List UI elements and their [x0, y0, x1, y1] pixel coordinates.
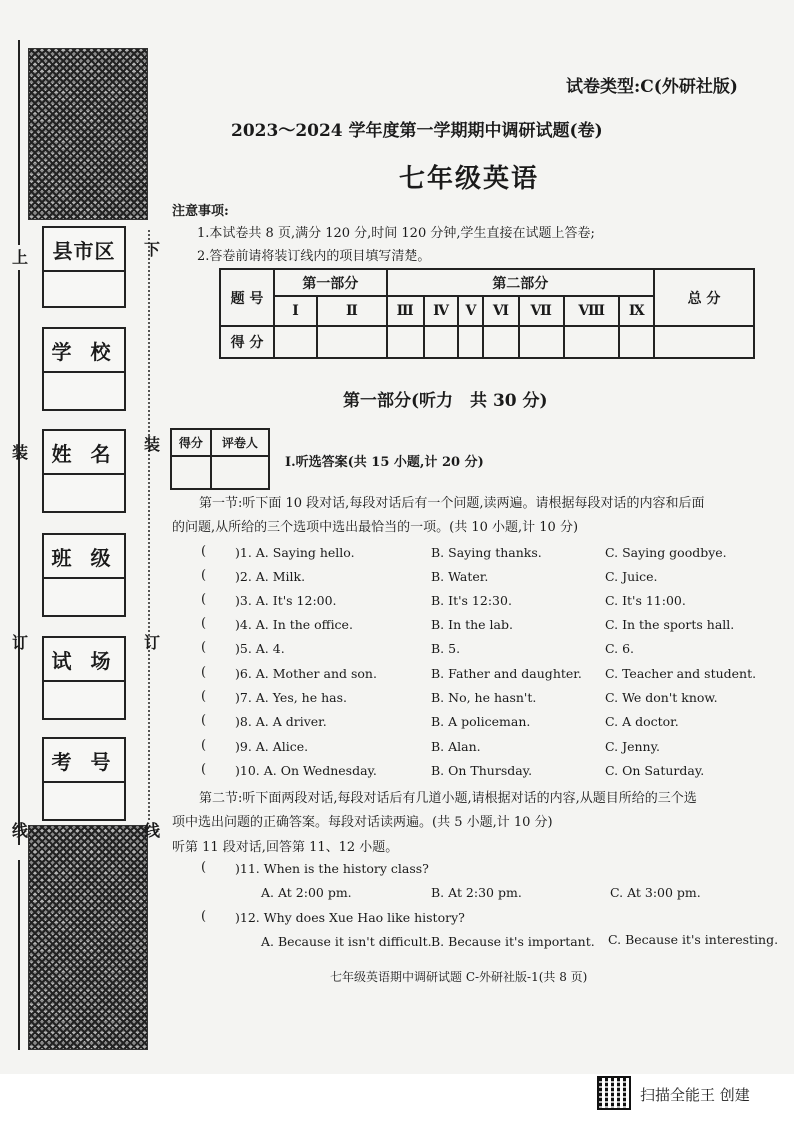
option-c: C. Saying goodbye.: [605, 545, 727, 560]
section2-intro: 第二节:听下面两段对话,每段对话后有几道小题,请根据对话的内容,从题目所给的三个选: [199, 791, 697, 806]
option-c: C. Juice.: [605, 569, 658, 584]
qr-code-icon: [597, 1076, 631, 1110]
option-b: B. At 2:30 pm.: [431, 885, 522, 900]
option-b: B. 5.: [431, 641, 461, 656]
school-field[interactable]: [42, 327, 126, 411]
part1-header: 第一部分: [274, 269, 387, 296]
answer-blank[interactable]: (: [201, 713, 207, 728]
binding-char-ding: 订: [144, 633, 161, 652]
option-b: B. Alan.: [431, 739, 481, 754]
roman-3: Ⅲ: [387, 296, 424, 326]
option-b: B. Because it's important.: [431, 934, 595, 949]
total-header: 总 分: [654, 269, 754, 326]
option-c: C. At 3:00 pm.: [610, 885, 701, 900]
roman-6: Ⅵ: [483, 296, 518, 326]
section2-intro: 项中选出问题的正确答案。每段对话读两遍。(共 5 小题,计 10 分): [172, 815, 553, 830]
option-b: B. Father and daughter.: [431, 666, 582, 681]
option-a: A. Because it isn't difficult.: [261, 934, 432, 949]
roman-1: Ⅰ: [274, 296, 317, 326]
field-label: 试 场: [44, 638, 124, 682]
part1-title: 第一部分(听力 共 30 分): [343, 391, 548, 411]
option-a: )4. A. In the office.: [235, 617, 353, 632]
section1-intro: 的问题,从所给的三个选项中选出最恰当的一项。(共 10 小题,计 10 分): [172, 520, 579, 535]
answer-blank[interactable]: (: [201, 762, 207, 777]
roman-4: Ⅳ: [424, 296, 459, 326]
score-row-label: 得 分: [220, 326, 274, 358]
option-c: C. It's 11:00.: [605, 593, 686, 608]
binding-char-zhuang: 装: [12, 443, 29, 462]
binding-pattern-bottom: [28, 825, 148, 1050]
option-a: )6. A. Mother and son.: [235, 666, 377, 681]
option-c: C. 6.: [605, 641, 634, 656]
page-footer-info: 七年级英语期中调研试题 C-外研社版-1(共 8 页): [330, 970, 588, 984]
score-cell[interactable]: [619, 326, 654, 358]
answer-blank[interactable]: (: [201, 665, 207, 680]
option-a: )8. A. A driver.: [235, 714, 327, 729]
option-a: )9. A. Alice.: [235, 739, 309, 754]
option-b: B. No, he hasn't.: [431, 690, 537, 705]
paper-type: 试卷类型:C(外研社版): [566, 77, 738, 97]
field-label: 考 号: [44, 739, 124, 783]
question-number-header: 题 号: [220, 269, 274, 326]
option-c: C. Teacher and student.: [605, 666, 757, 681]
option-c: C. A doctor.: [605, 714, 679, 729]
answer-blank[interactable]: (: [201, 738, 207, 753]
score-cell[interactable]: [483, 326, 518, 358]
option-b: B. Water.: [431, 569, 489, 584]
binding-char-xia: 下: [144, 240, 161, 259]
field-label: 姓 名: [44, 431, 124, 475]
answer-blank[interactable]: (: [201, 640, 207, 655]
answer-blank[interactable]: (: [201, 909, 207, 924]
option-a: )3. A. It's 12:00.: [235, 593, 337, 608]
field-label: 班 级: [44, 535, 124, 579]
scanner-watermark: 扫描全能王 创建: [640, 1086, 750, 1104]
county-field[interactable]: [42, 226, 126, 308]
option-c: C. Jenny.: [605, 739, 660, 754]
score-cell[interactable]: [458, 326, 483, 358]
option-a: )2. A. Milk.: [235, 569, 306, 584]
roman-2: Ⅱ: [317, 296, 387, 326]
dialog-note: 听第 11 段对话,回答第 11、12 小题。: [172, 840, 399, 855]
section-title: Ⅰ.听选答案(共 15 小题,计 20 分): [285, 455, 484, 470]
answer-blank[interactable]: (: [201, 616, 207, 631]
option-a: )10. A. On Wednesday.: [235, 763, 377, 778]
total-score-cell[interactable]: [654, 326, 754, 358]
option-c: C. In the sports hall.: [605, 617, 735, 632]
option-b: B. Saying thanks.: [431, 545, 542, 560]
question-stem: )12. Why does Xue Hao like history?: [235, 910, 465, 925]
option-b: B. On Thursday.: [431, 763, 533, 778]
answer-blank[interactable]: (: [201, 689, 207, 704]
option-a: )5. A. 4.: [235, 641, 285, 656]
grader-table: [170, 428, 270, 490]
answer-blank[interactable]: (: [201, 544, 207, 559]
notice-item-2: 2.答卷前请将装订线内的项目填写清楚。: [197, 249, 431, 264]
exam-title: 2023～2024 学年度第一学期期中调研试题(卷): [231, 121, 603, 141]
class-field[interactable]: [42, 533, 126, 617]
score-cell[interactable]: [317, 326, 387, 358]
option-a: )7. A. Yes, he has.: [235, 690, 347, 705]
binding-line-left: [18, 270, 20, 845]
answer-blank[interactable]: (: [201, 592, 207, 607]
notice-title: 注意事项:: [172, 204, 229, 219]
answer-blank[interactable]: (: [201, 860, 207, 875]
field-label: 县市区: [44, 228, 124, 272]
binding-char-shang: 上: [12, 248, 29, 267]
binding-line-left: [18, 40, 20, 245]
roman-9: Ⅸ: [619, 296, 654, 326]
roman-7: Ⅶ: [519, 296, 564, 326]
answer-blank[interactable]: (: [201, 568, 207, 583]
exam-number-field[interactable]: [42, 737, 126, 821]
binding-line-left: [18, 860, 20, 1050]
binding-dash-line: [148, 230, 150, 820]
score-cell[interactable]: [519, 326, 564, 358]
grader-name-label: 评卷人: [211, 429, 269, 456]
binding-char-xian: 线: [144, 821, 161, 840]
score-cell[interactable]: [424, 326, 459, 358]
option-a: A. At 2:00 pm.: [261, 885, 352, 900]
part2-header: 第二部分: [387, 269, 654, 296]
binding-char-xian: 线: [12, 821, 29, 840]
option-c: C. On Saturday.: [605, 763, 705, 778]
option-b: B. It's 12:30.: [431, 593, 512, 608]
binding-char-ding: 订: [12, 633, 29, 652]
binding-pattern-top: [28, 48, 148, 220]
question-stem: )11. When is the history class?: [235, 861, 429, 876]
subject-title: 七年级英语: [399, 164, 540, 194]
roman-5: Ⅴ: [458, 296, 483, 326]
grader-score-label: 得分: [171, 429, 211, 456]
score-cell[interactable]: [274, 326, 317, 358]
option-a: )1. A. Saying hello.: [235, 545, 355, 560]
grader-name-cell[interactable]: [211, 456, 269, 489]
option-c: C. We don't know.: [605, 690, 718, 705]
section1-intro: 第一节:听下面 10 段对话,每段对话后有一个问题,读两遍。请根据每段对话的内容和后面: [199, 496, 705, 511]
exam-room-field[interactable]: [42, 636, 126, 720]
score-cell[interactable]: [564, 326, 620, 358]
option-b: B. A policeman.: [431, 714, 531, 729]
grader-score-cell[interactable]: [171, 456, 211, 489]
score-table: [219, 268, 755, 359]
roman-8: Ⅷ: [564, 296, 620, 326]
notice-item-1: 1.本试卷共 8 页,满分 120 分,时间 120 分钟,学生直接在试题上答卷;: [197, 226, 595, 241]
option-b: B. In the lab.: [431, 617, 513, 632]
field-label: 学 校: [44, 329, 124, 373]
name-field[interactable]: [42, 429, 126, 513]
option-c: C. Because it's interesting.: [608, 932, 779, 947]
score-cell[interactable]: [387, 326, 424, 358]
binding-char-zhuang: 装: [144, 435, 161, 454]
